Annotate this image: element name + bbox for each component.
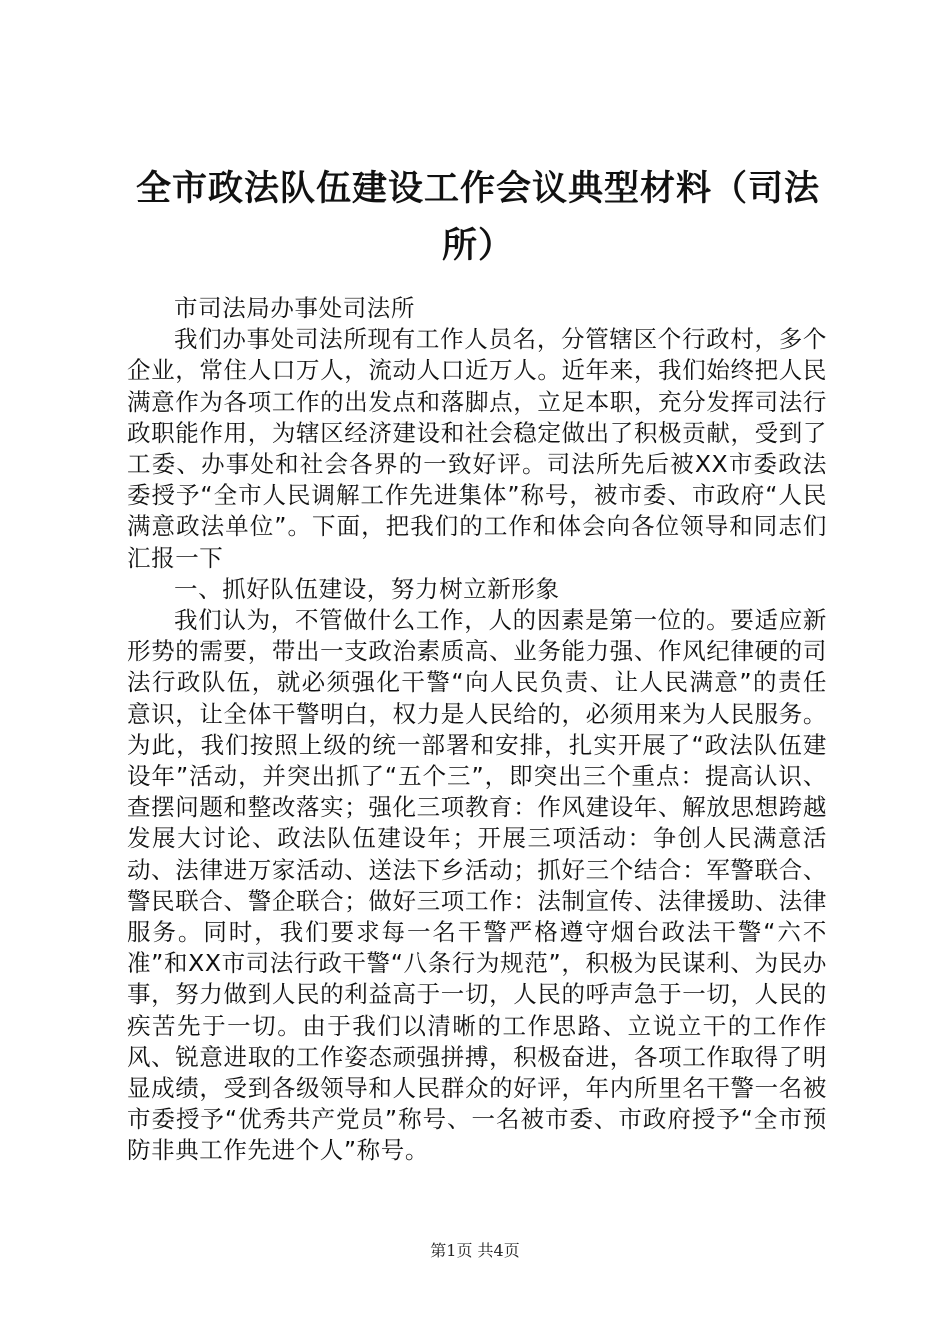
section-heading: 一、抓好队伍建设，努力树立新形象: [174, 574, 560, 603]
author-line: 市司法局办事处司法所: [174, 294, 415, 322]
intro-paragraph: 我们办事处司法所现有工作人员名，分管辖区个行政村，多个企业，常住人口万人，流动人口近万人。近年来，我们始终把人民满意作为各项工作的出发点和落脚点，立足本职，充分发挥司法行政职能作用，为辖区经济建设和社会稳定做出了积极贡献，受到了工委、办事处和社会各界的一致好评。司法所先后被XX市委政法委授予“全市人民调解工作先进集体”称号，被市委、市政府“人民满意政法单位”。下面，把我们的工作和体会向各位领导和同志们汇报一下: [127, 325, 827, 572]
document-title: 全市政法队伍建设工作会议典型材料（司法所）: [135, 168, 820, 266]
page-number-footer: 第1页 共4页: [430, 1241, 520, 1260]
section-paragraph: 我们认为，不管做什么工作，人的因素是第一位的。要适应新形势的需要，带出一支政治素质高、业务能力强、作风纪律硬的司法行政队伍，就必须强化干警“向人民负责、让人民满意”的责任意识，让全体干警明白，权力是人民给的，必须用来为人民服务。为此，我们按照上级的统一部署和安排，扎实开展了“政法队伍建设年”活动，并突出抓了“五个三”，即突出三个重点：提高认识、查摆问题和整改落实；强化三项教育：作风建设年、解放思想跨越发展大讨论、政法队伍建设年；开展三项活动：争创人民满意活动、法律进万家活动、送法下乡活动；抓好三个结合：军警联合、警民联合、警企联合；做好三项工作：法制宣传、法律援助、法律服务。同时，我们要求每一名干警严格遵守烟台政法干警“六不准”和XX市司法行政干警“八条行为规范”，积极为民谋利、为民办事，努力做到人民的利益高于一切，人民的呼声急于一切，人民的疾苦先于一切。由于我们以清晰的工作思路、立说立干的工作作风、锐意进取的工作姿态顽强拼搏，积极奋进，各项工作取得了明显成绩，受到各级领导和人民群众的好评，年内所里名干警一名被市委授予“优秀共产党员”称号、一名被市委、市政府授予“全市预防非典工作先进个人”称号。: [127, 606, 827, 1165]
document-body: [127, 293, 827, 1167]
